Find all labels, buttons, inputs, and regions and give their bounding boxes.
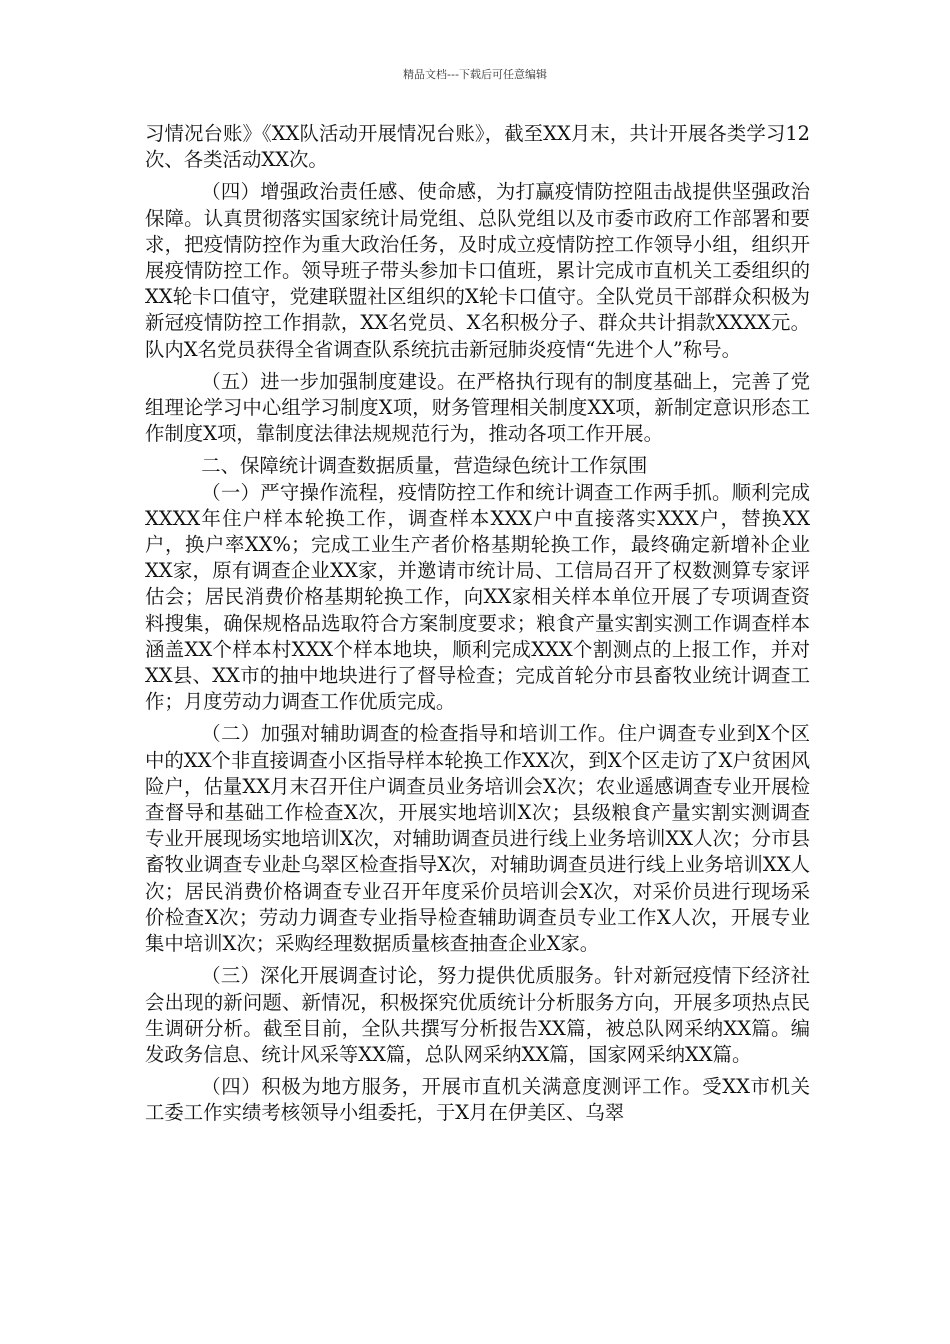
body-paragraph: （四）积极为地方服务，开展市直机关满意度测评工作。受XX市机关工委工作实绩考核领导小组委托，于X月在伊美区、乌翠: [145, 1075, 810, 1125]
body-paragraph: （一）严守操作流程，疫情防控工作和统计调查工作两手抓。顺利完成XXXX年住户样本轮换工作，调查样本XXX户中直接落实XXX户，替换XX户，换户率XX%；完成工业生产者价格基期轮换工作，最终确定新增补企业XX家，原有调查企业XX家，并邀请市统计局、工信局召开了权数测算专家评估会；居民消费价格基期轮换工作，向XX家相关样本单位开展了专项调查资料搜集，确保规格品选取符合方案制度要求；粮食产量实割实测工作调查样本涵盖XX个样本村XXX个样本地块，顺利完成XXX个割测点的上报工作，并对XX县、XX市的抽中地块进行了督导检查；完成首轮分市县畜牧业统计调查工作；月度劳动力调查工作优质完成。: [145, 480, 810, 714]
body-paragraph: （三）深化开展调查讨论，努力提供优质服务。针对新冠疫情下经济社会出现的新问题、新情况，积极探究优质统计分析服务方向，开展多项热点民生调研分析。截至目前，全队共撰写分析报告XX篇，被总队网采纳XX篇。编发政务信息、统计风采等XX篇，总队网采纳XX篇，国家网采纳XX篇。: [145, 964, 810, 1066]
body-paragraph: （四）增强政治责任感、使命感，为打赢疫情防控阻击战提供坚强政治保障。认真贯彻落实国家统计局党组、总队党组以及市委市政府工作部署和要求，把疫情防控作为重大政治任务，及时成立疫情防控工作领导小组，组织开展疫情防控工作。领导班子带头参加卡口值班，累计完成市直机关工委组织的XX轮卡口值守，党建联盟社区组织的X轮卡口值守。全队党员干部群众积极为新冠疫情防控工作捐款，XX名党员、X名积极分子、群众共计捐款XXXX元。队内X名党员获得全省调查队系统抗击新冠肺炎疫情“先进个人”称号。: [145, 180, 810, 361]
page-header: 精品文档---下载后可任意编辑: [403, 68, 547, 81]
body-paragraph: （二）加强对辅助调查的检查指导和培训工作。住户调查专业到X个区中的XX个非直接调查小区指导样本轮换工作XX次，到X个区走访了X户贫困风险户，估量XX月末召开住户调查员业务培训会X次；农业遥感调查专业开展检查督导和基础工作检查X次，开展实地培训X次；县级粮食产量实割实测调查专业开展现场实地培训X次，对辅助调查员进行线上业务培训XX人次；分市县畜牧业调查专业赴乌翠区检查指导X次，对辅助调查员进行线上业务培训XX人次；居民消费价格调查专业召开年度采价员培训会X次，对采价员进行现场采价检查X次；劳动力调查专业指导检查辅助调查员专业工作X人次，开展专业集中培训X次；采购经理数据质量核查抽查企业X家。: [145, 722, 810, 956]
section-heading: 二、保障统计调查数据质量，营造绿色统计工作氛围: [201, 454, 648, 478]
body-paragraph: （五）进一步加强制度建设。在严格执行现有的制度基础上，完善了党组理论学习中心组学习制度X项，财务管理相关制度XX项，新制定意识形态工作制度X项，靠制度法律法规规范行为，推动各项工作开展。: [145, 369, 810, 446]
body-paragraph: 习情况台账》《XX队活动开展情况台账》，截至XX月末，共计开展各类学习12次、各类活动XX次。: [145, 122, 810, 172]
document-body: [145, 121, 810, 1133]
